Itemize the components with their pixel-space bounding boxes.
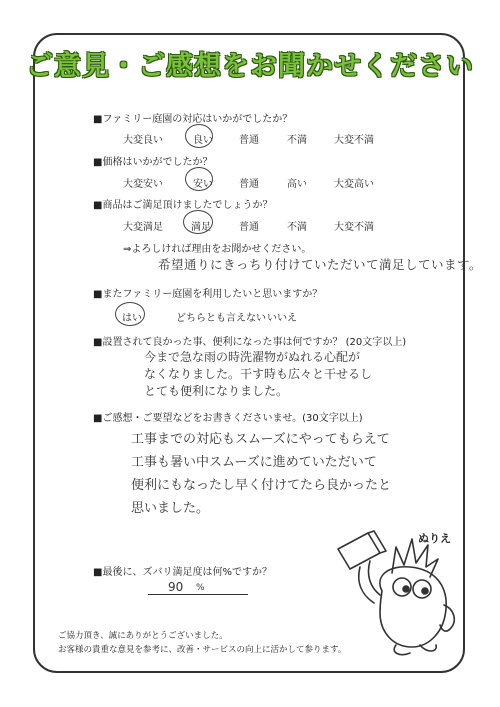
option-good[interactable]: 良い <box>193 135 213 146</box>
option-expensive[interactable]: 高い <box>287 179 307 190</box>
option-very-satisfied[interactable]: 大変満足 <box>123 222 163 233</box>
mascot-box <box>338 533 380 569</box>
option-very-dissatisfied[interactable]: 大変不満 <box>334 222 374 233</box>
option-cheap[interactable]: 安い <box>193 179 213 190</box>
satisfaction-value: 90 <box>168 580 184 594</box>
answer-underline <box>148 594 248 595</box>
reason-answer: 希望通りにきっちり付けていただいて満足しています。 <box>158 257 483 272</box>
benefits-answer-line: 今まで急な雨の時洗濯物がぬれる心配が <box>144 350 361 364</box>
comments-answer-line: 工事も暑い中スムーズに進めていただいて <box>131 455 377 470</box>
option-satisfied[interactable]: 満足 <box>191 222 211 233</box>
question-satisfaction-percent: ■最後に、ズバリ満足度は何%ですか？ <box>93 567 272 578</box>
option-very-expensive[interactable]: 大変高い <box>334 179 374 190</box>
mascot-label: ぬりえ <box>418 532 451 545</box>
option-average[interactable]: 普通 <box>239 179 259 190</box>
selected-circle <box>185 167 213 191</box>
benefits-answer-line: なくなりました。干す時も広々と干せるし <box>144 367 373 381</box>
option-no[interactable]: いいえ <box>267 313 297 324</box>
option-very-cheap[interactable]: 大変安い <box>123 179 163 190</box>
question-price: ■価格はいかがでしたか？ <box>93 157 213 168</box>
comments-answer-line: 工事までの対応もスムーズにやってもらえて <box>131 432 390 447</box>
page-title: ご意見・ご感想をお聞かせください <box>26 51 474 82</box>
footer-note: お客様の貴重な意見を参考に、改善・サービスの向上に活かして参ります。 <box>58 645 347 655</box>
question-benefits: ■設置されて良かった事、便利になった事は何ですか？ (20文字以上) <box>93 337 407 348</box>
option-yes[interactable]: はい <box>122 313 142 324</box>
option-dissatisfied[interactable]: 不満 <box>287 135 307 146</box>
reason-prompt: ⇒よろしければ理由をお聞かせください。 <box>123 244 312 255</box>
selected-circle <box>183 210 213 234</box>
footer-thanks: ご協力頂き、誠にありがとうございました。 <box>58 631 228 641</box>
selected-circle <box>115 302 145 326</box>
question-staff-response: ■ファミリー庭園の対応はいかがでしたか？ <box>93 114 293 125</box>
comments-answer-line: 思いました。 <box>131 501 210 516</box>
option-average[interactable]: 普通 <box>239 222 259 233</box>
question-comments: ■ご感想・ご要望などをお書きくださいませ。(30文字以上) <box>93 413 363 424</box>
mascot-hair <box>392 539 438 577</box>
option-dissatisfied[interactable]: 不満 <box>287 222 307 233</box>
option-very-dissatisfied[interactable]: 大変不満 <box>334 135 374 146</box>
option-average[interactable]: 普通 <box>239 135 259 146</box>
satisfaction-unit: % <box>196 583 205 593</box>
option-neither[interactable]: どちらとも言えない <box>176 313 266 324</box>
mascot-illustration <box>330 525 465 660</box>
question-product: ■商品はご満足頂けましたでしょうか？ <box>93 200 273 211</box>
question-reuse: ■またファミリー庭園を利用したいと思いますか？ <box>93 289 323 300</box>
mascot-body <box>380 567 446 647</box>
benefits-answer-line: とても便利になりました。 <box>144 384 289 398</box>
option-very-good[interactable]: 大変良い <box>123 135 163 146</box>
selected-circle <box>185 124 213 148</box>
comments-answer-line: 便利にもなったし早く付けてたら良かったと <box>131 478 392 493</box>
mascot-arm <box>440 605 454 631</box>
